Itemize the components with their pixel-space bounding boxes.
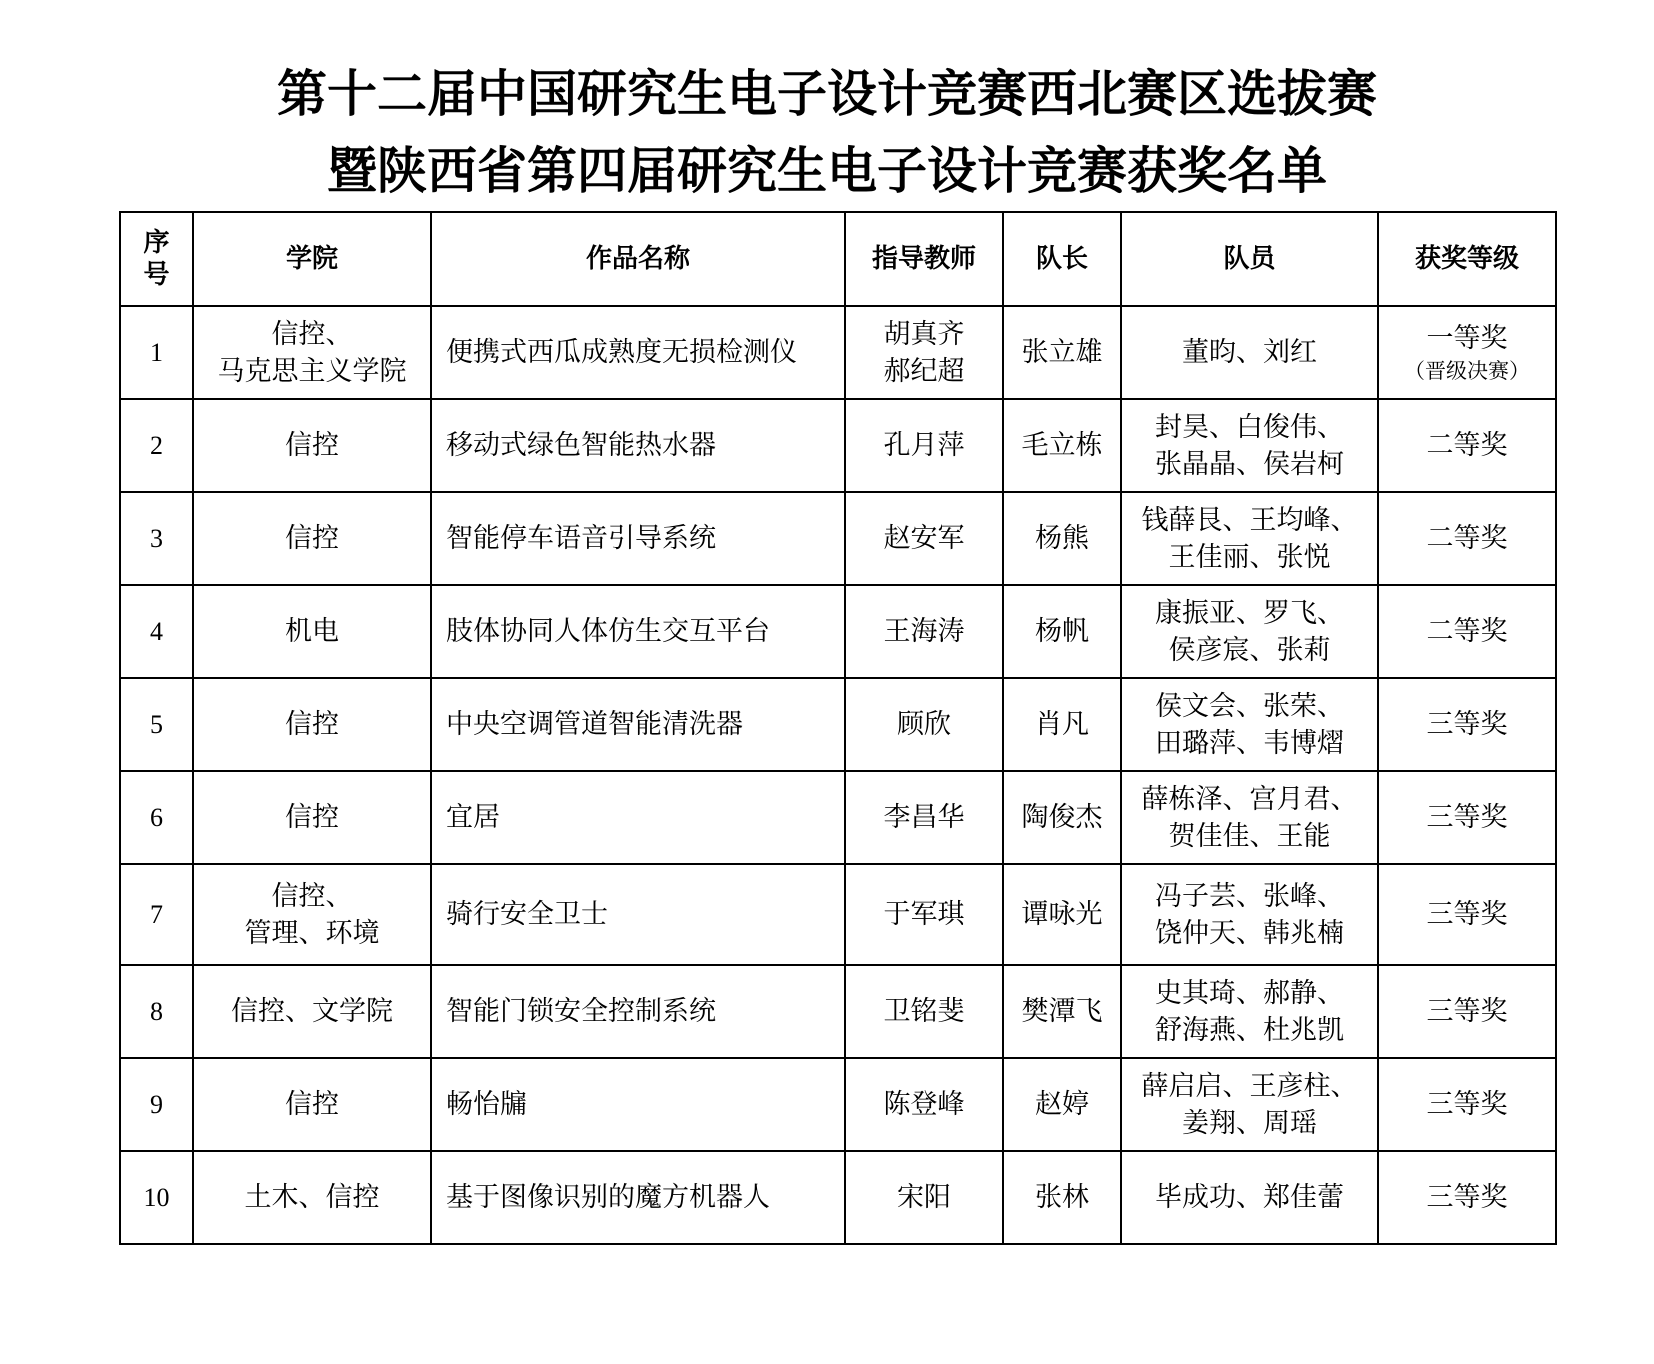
project-name-cell: 畅怡牖 [431,1058,845,1151]
advisor-line: 李昌华 [883,802,965,833]
members-line: 田璐萍、韦博熠 [1155,727,1344,759]
college-line: 机电 [285,616,339,647]
advisor-line: 卫铭斐 [883,996,965,1027]
project-name-cell: 智能门锁安全控制系统 [431,965,845,1058]
members-line: 舒海燕、杜兆凯 [1155,1014,1344,1046]
seq-cell: 2 [120,399,193,492]
award-level: 二等奖 [1426,523,1508,554]
captain-cell: 谭咏光 [1003,864,1121,965]
award-cell [1378,399,1556,492]
members-line: 毕成功、郑佳蕾 [1155,1182,1344,1213]
advisor-cell [845,585,1003,678]
college-cell [193,585,431,678]
college-cell [193,864,431,965]
table-row [120,1058,1556,1151]
project-name-cell: 移动式绿色智能热水器 [431,399,845,492]
members-line: 史其琦、郝静、 [1155,977,1344,1009]
project-name-cell: 便携式西瓜成熟度无损检测仪 [431,306,845,399]
header-seq-line-2: 号 [143,260,170,290]
captain-cell: 张林 [1003,1151,1121,1244]
award-cell [1378,678,1556,771]
table-header-row [120,212,1556,306]
captain-cell: 陶俊杰 [1003,771,1121,864]
advisor-line: 陈登峰 [883,1089,965,1120]
header-seq [120,212,193,306]
project-name-cell: 基于图像识别的魔方机器人 [431,1151,845,1244]
table-row [120,1151,1556,1244]
college-cell [193,965,431,1058]
award-level: 三等奖 [1426,802,1508,833]
advisor-cell [845,492,1003,585]
award-cell [1378,864,1556,965]
advisor-line: 于军琪 [883,899,965,930]
award-level: 一等奖 [1426,323,1508,354]
seq-cell: 1 [120,306,193,399]
captain-cell: 张立雄 [1003,306,1121,399]
captain-cell: 樊潭飞 [1003,965,1121,1058]
award-level: 三等奖 [1426,709,1508,740]
advisor-cell [845,864,1003,965]
advisor-line: 郝纪超 [883,355,965,387]
college-cell [193,399,431,492]
advisor-line: 顾欣 [897,709,951,740]
college-cell [193,1151,431,1244]
header-advisor: 指导教师 [845,212,1003,306]
advisor-cell [845,1151,1003,1244]
members-cell [1121,492,1378,585]
captain-cell: 肖凡 [1003,678,1121,771]
college-line: 信控 [285,430,339,461]
award-note: （晋级决赛） [1404,359,1530,383]
college-line: 信控、 [271,880,353,912]
seq-cell: 3 [120,492,193,585]
college-line: 信控 [285,709,339,740]
advisor-cell [845,771,1003,864]
members-line: 封昊、白俊伟、 [1155,411,1344,443]
members-cell [1121,585,1378,678]
college-line: 信控 [285,1089,339,1120]
table-row [120,678,1556,771]
college-line: 信控、文学院 [231,996,393,1027]
advisor-line: 王海涛 [883,616,965,647]
seq-cell: 8 [120,965,193,1058]
college-line: 马克思主义学院 [217,355,407,387]
members-line: 贺佳佳、王能 [1168,820,1331,852]
members-line: 康振亚、罗飞、 [1155,597,1344,629]
award-cell [1378,965,1556,1058]
project-name-cell: 宜居 [431,771,845,864]
document-title-line-2: 暨陕西省第四届研究生电子设计竞赛获奖名单 [327,142,1327,200]
members-cell [1121,864,1378,965]
award-cell [1378,1058,1556,1151]
members-line: 王佳丽、张悦 [1168,541,1331,573]
advisor-cell [845,306,1003,399]
members-cell [1121,399,1378,492]
captain-cell: 杨熊 [1003,492,1121,585]
table-row [120,399,1556,492]
table-row [120,864,1556,965]
college-line: 信控、 [271,318,353,350]
award-cell [1378,306,1556,399]
award-level: 二等奖 [1426,430,1508,461]
award-cell [1378,585,1556,678]
captain-cell: 赵婷 [1003,1058,1121,1151]
college-cell [193,492,431,585]
advisor-cell [845,678,1003,771]
members-cell [1121,678,1378,771]
members-line: 张晶晶、侯岩柯 [1155,448,1344,480]
advisor-cell [845,1058,1003,1151]
members-line: 薛启启、王彦柱、 [1141,1070,1358,1102]
members-line: 董昀、刘红 [1182,337,1317,368]
award-level: 二等奖 [1426,616,1508,647]
document-title-line-1: 第十二届中国研究生电子设计竞赛西北赛区选拔赛 [277,65,1377,123]
college-cell [193,678,431,771]
members-line: 钱薛艮、王均峰、 [1141,504,1358,536]
members-line: 薛栋泽、宫月君、 [1141,783,1358,815]
award-level: 三等奖 [1426,1182,1508,1213]
seq-cell: 4 [120,585,193,678]
award-level: 三等奖 [1426,899,1508,930]
advisor-line: 孔月萍 [883,430,965,461]
advisor-line: 胡真齐 [883,318,965,350]
advisor-line: 赵安军 [883,523,965,554]
award-list-table [119,211,1557,1245]
advisor-cell [845,965,1003,1058]
table-row [120,771,1556,864]
advisor-line: 宋阳 [897,1182,951,1213]
college-line: 管理、环境 [244,917,380,949]
members-line: 饶仲天、韩兆楠 [1155,917,1344,949]
members-line: 侯文会、张荣、 [1155,690,1344,722]
header-members: 队员 [1121,212,1378,306]
members-cell [1121,1151,1378,1244]
seq-cell: 7 [120,864,193,965]
award-cell [1378,1151,1556,1244]
advisor-cell [845,399,1003,492]
project-name-cell: 智能停车语音引导系统 [431,492,845,585]
header-award: 获奖等级 [1378,212,1556,306]
college-line: 信控 [285,802,339,833]
table-row [120,585,1556,678]
members-cell [1121,771,1378,864]
members-line: 姜翔、周瑶 [1182,1107,1317,1139]
header-captain: 队长 [1003,212,1121,306]
members-cell [1121,965,1378,1058]
members-line: 侯彦宸、张莉 [1168,634,1331,666]
award-cell [1378,771,1556,864]
table-row [120,306,1556,399]
captain-cell: 毛立栋 [1003,399,1121,492]
seq-cell: 6 [120,771,193,864]
college-cell [193,306,431,399]
seq-cell: 9 [120,1058,193,1151]
college-line: 土木、信控 [244,1182,380,1213]
members-line: 冯子芸、张峰、 [1155,880,1344,912]
project-name-cell: 中央空调管道智能清洗器 [431,678,845,771]
table-row [120,492,1556,585]
members-cell [1121,306,1378,399]
seq-cell: 10 [120,1151,193,1244]
award-level: 三等奖 [1426,1089,1508,1120]
table-row [120,965,1556,1058]
project-name-cell: 肢体协同人体仿生交互平台 [431,585,845,678]
members-cell [1121,1058,1378,1151]
college-cell [193,771,431,864]
header-college: 学院 [193,212,431,306]
table-body [120,306,1556,1244]
project-name-cell: 骑行安全卫士 [431,864,845,965]
captain-cell: 杨帆 [1003,585,1121,678]
college-line: 信控 [285,523,339,554]
header-project: 作品名称 [431,212,845,306]
college-cell [193,1058,431,1151]
award-cell [1378,492,1556,585]
award-level: 三等奖 [1426,996,1508,1027]
header-seq-line-1: 序 [143,228,170,258]
seq-cell: 5 [120,678,193,771]
